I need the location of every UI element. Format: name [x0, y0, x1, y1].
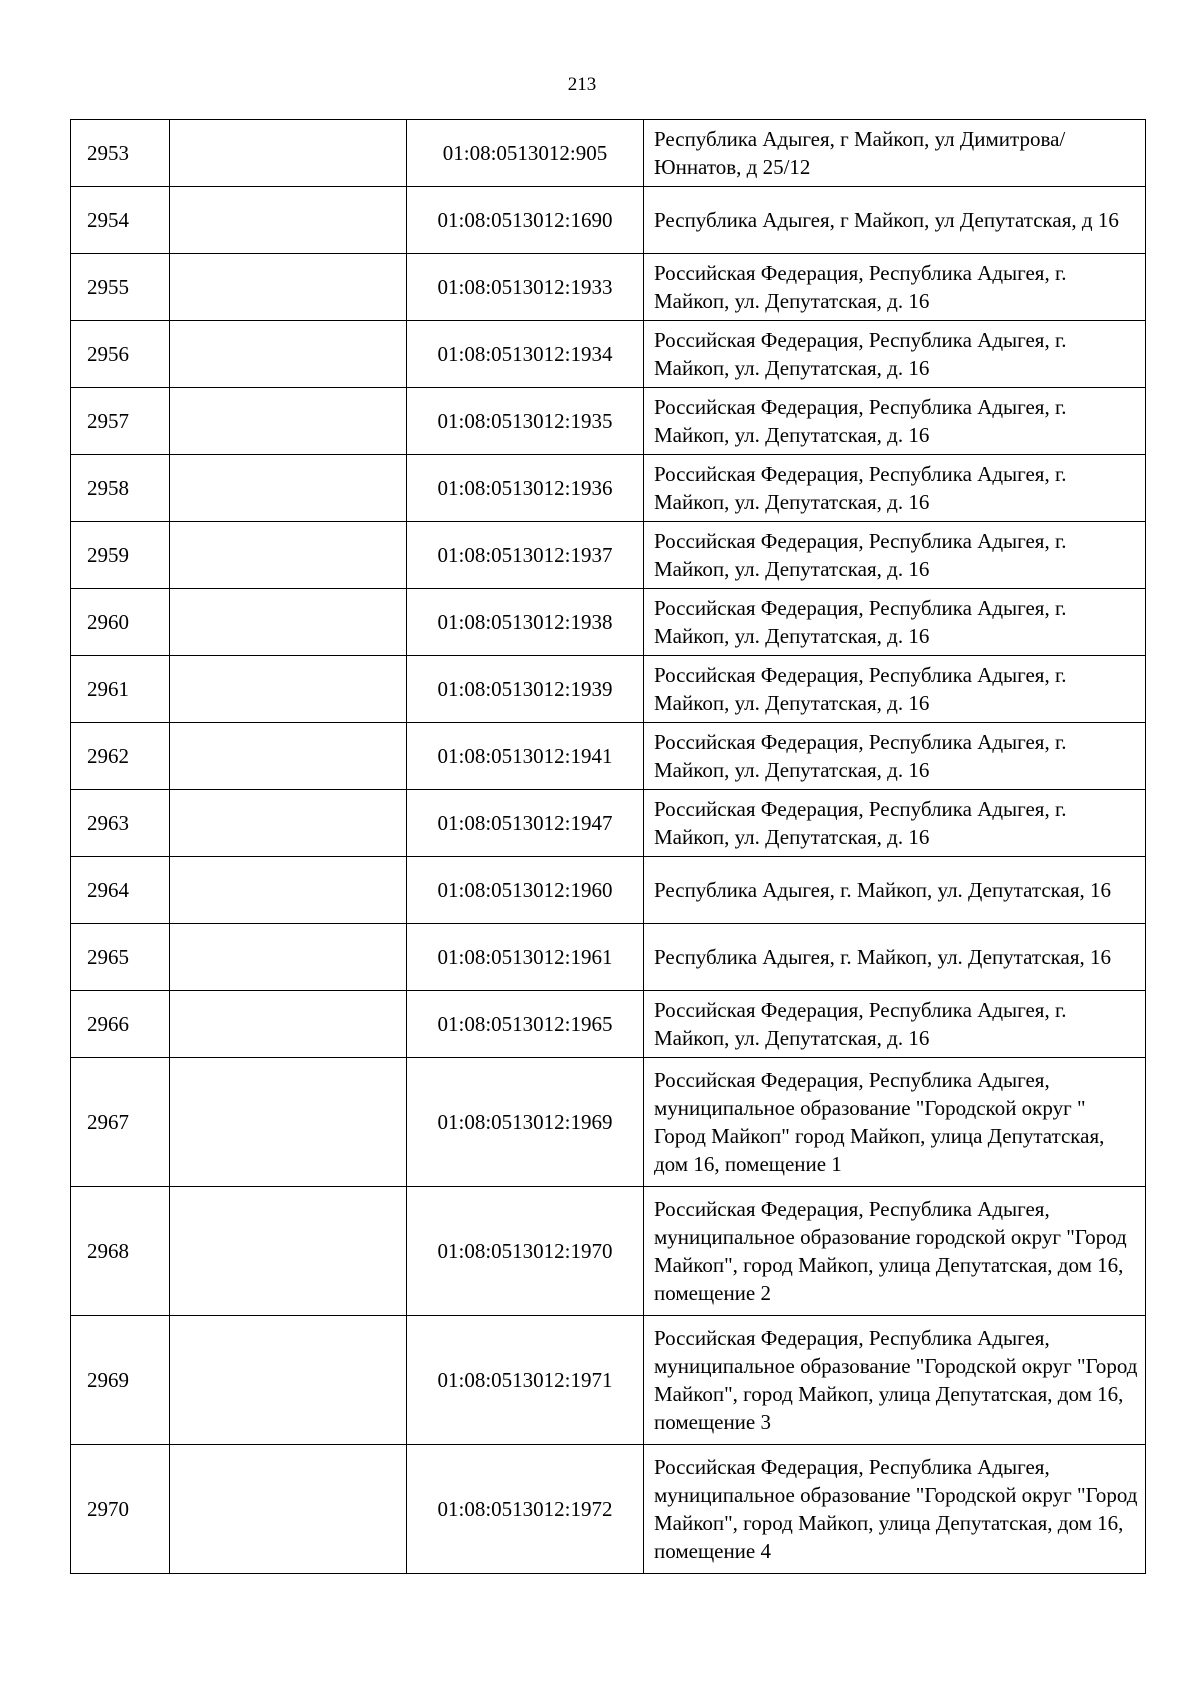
cadastral-number-cell: 01:08:0513012:905 [407, 120, 644, 187]
empty-cell [170, 254, 407, 321]
row-number-cell: 2955 [71, 254, 170, 321]
address-cell: Российская Федерация, Республика Адыгея, г. Майкоп, ул. Депутатская, д. 16 [644, 455, 1146, 522]
row-number-cell: 2956 [71, 321, 170, 388]
cadastral-number-cell: 01:08:0513012:1960 [407, 857, 644, 924]
cadastral-number-cell: 01:08:0513012:1969 [407, 1058, 644, 1187]
row-number-cell: 2958 [71, 455, 170, 522]
table-row [71, 656, 1146, 723]
address-cell: Российская Федерация, Республика Адыгея, г. Майкоп, ул. Депутатская, д. 16 [644, 991, 1146, 1058]
empty-cell [170, 790, 407, 857]
table-row [71, 857, 1146, 924]
address-cell: Российская Федерация, Республика Адыгея, г. Майкоп, ул. Депутатская, д. 16 [644, 656, 1146, 723]
address-cell: Российская Федерация, Республика Адыгея, г. Майкоп, ул. Депутатская, д. 16 [644, 790, 1146, 857]
empty-cell [170, 857, 407, 924]
cadastral-number-cell: 01:08:0513012:1938 [407, 589, 644, 656]
row-number-cell: 2960 [71, 589, 170, 656]
row-number-cell: 2962 [71, 723, 170, 790]
row-number-cell: 2966 [71, 991, 170, 1058]
table-row [71, 388, 1146, 455]
cadastral-number-cell: 01:08:0513012:1937 [407, 522, 644, 589]
empty-cell [170, 589, 407, 656]
table-row [71, 1058, 1146, 1187]
address-cell: Российская Федерация, Республика Адыгея, г. Майкоп, ул. Депутатская, д. 16 [644, 522, 1146, 589]
table-row [71, 790, 1146, 857]
address-cell: Республика Адыгея, г Майкоп, ул Депутатская, д 16 [644, 187, 1146, 254]
cadastral-number-cell: 01:08:0513012:1935 [407, 388, 644, 455]
address-cell: Российская Федерация, Республика Адыгея, г. Майкоп, ул. Депутатская, д. 16 [644, 589, 1146, 656]
row-number-cell: 2961 [71, 656, 170, 723]
empty-cell [170, 1058, 407, 1187]
address-cell: Российская Федерация, Республика Адыгея, муниципальное образование городской округ "Город Майкоп", город Майкоп, улица Депутатская, дом 16, помещение 2 [644, 1187, 1146, 1316]
address-cell: Российская Федерация, Республика Адыгея, г. Майкоп, ул. Депутатская, д. 16 [644, 254, 1146, 321]
row-number-cell: 2959 [71, 522, 170, 589]
empty-cell [170, 120, 407, 187]
table-row [71, 254, 1146, 321]
table-row [71, 187, 1146, 254]
empty-cell [170, 522, 407, 589]
registry-table-body [71, 120, 1146, 1574]
table-row [71, 1316, 1146, 1445]
row-number-cell: 2965 [71, 924, 170, 991]
empty-cell [170, 1187, 407, 1316]
row-number-cell: 2968 [71, 1187, 170, 1316]
cadastral-number-cell: 01:08:0513012:1972 [407, 1445, 644, 1574]
empty-cell [170, 388, 407, 455]
address-cell: Республика Адыгея, г. Майкоп, ул. Депутатская, 16 [644, 857, 1146, 924]
row-number-cell: 2963 [71, 790, 170, 857]
empty-cell [170, 991, 407, 1058]
row-number-cell: 2953 [71, 120, 170, 187]
empty-cell [170, 723, 407, 790]
table-row [71, 455, 1146, 522]
cadastral-number-cell: 01:08:0513012:1971 [407, 1316, 644, 1445]
registry-table [70, 119, 1146, 1574]
empty-cell [170, 1445, 407, 1574]
empty-cell [170, 321, 407, 388]
address-cell: Российская Федерация, Республика Адыгея, муниципальное образование "Городской округ "Город Майкоп", город Майкоп, улица Депутатская, дом 16, помещение 4 [644, 1445, 1146, 1574]
cadastral-number-cell: 01:08:0513012:1941 [407, 723, 644, 790]
cadastral-number-cell: 01:08:0513012:1961 [407, 924, 644, 991]
address-cell: Российская Федерация, Республика Адыгея, г. Майкоп, ул. Депутатская, д. 16 [644, 388, 1146, 455]
cadastral-number-cell: 01:08:0513012:1947 [407, 790, 644, 857]
page-number: 213 [567, 74, 597, 95]
table-row [71, 1187, 1146, 1316]
cadastral-number-cell: 01:08:0513012:1965 [407, 991, 644, 1058]
empty-cell [170, 455, 407, 522]
cadastral-number-cell: 01:08:0513012:1933 [407, 254, 644, 321]
cadastral-number-cell: 01:08:0513012:1936 [407, 455, 644, 522]
table-row [71, 1445, 1146, 1574]
cadastral-number-cell: 01:08:0513012:1690 [407, 187, 644, 254]
table-row [71, 924, 1146, 991]
table-row [71, 991, 1146, 1058]
empty-cell [170, 656, 407, 723]
empty-cell [170, 187, 407, 254]
row-number-cell: 2957 [71, 388, 170, 455]
table-row [71, 522, 1146, 589]
address-cell: Российская Федерация, Республика Адыгея, муниципальное образование "Городской округ "Город Майкоп", город Майкоп, улица Депутатская, дом 16, помещение 3 [644, 1316, 1146, 1445]
row-number-cell: 2969 [71, 1316, 170, 1445]
address-cell: Республика Адыгея, г. Майкоп, ул. Депутатская, 16 [644, 924, 1146, 991]
address-cell: Республика Адыгея, г Майкоп, ул Димитрова/Юннатов, д 25/12 [644, 120, 1146, 187]
address-cell: Российская Федерация, Республика Адыгея, муниципальное образование "Городской округ " Город Майкоп" город Майкоп, улица Депутатская, дом 16, помещение 1 [644, 1058, 1146, 1187]
cadastral-number-cell: 01:08:0513012:1970 [407, 1187, 644, 1316]
address-cell: Российская Федерация, Республика Адыгея, г. Майкоп, ул. Депутатская, д. 16 [644, 321, 1146, 388]
table-row [71, 321, 1146, 388]
row-number-cell: 2970 [71, 1445, 170, 1574]
row-number-cell: 2967 [71, 1058, 170, 1187]
row-number-cell: 2954 [71, 187, 170, 254]
address-cell: Российская Федерация, Республика Адыгея, г. Майкоп, ул. Депутатская, д. 16 [644, 723, 1146, 790]
table-row [71, 589, 1146, 656]
cadastral-number-cell: 01:08:0513012:1939 [407, 656, 644, 723]
table-row [71, 723, 1146, 790]
row-number-cell: 2964 [71, 857, 170, 924]
empty-cell [170, 1316, 407, 1445]
cadastral-number-cell: 01:08:0513012:1934 [407, 321, 644, 388]
table-row [71, 120, 1146, 187]
empty-cell [170, 924, 407, 991]
